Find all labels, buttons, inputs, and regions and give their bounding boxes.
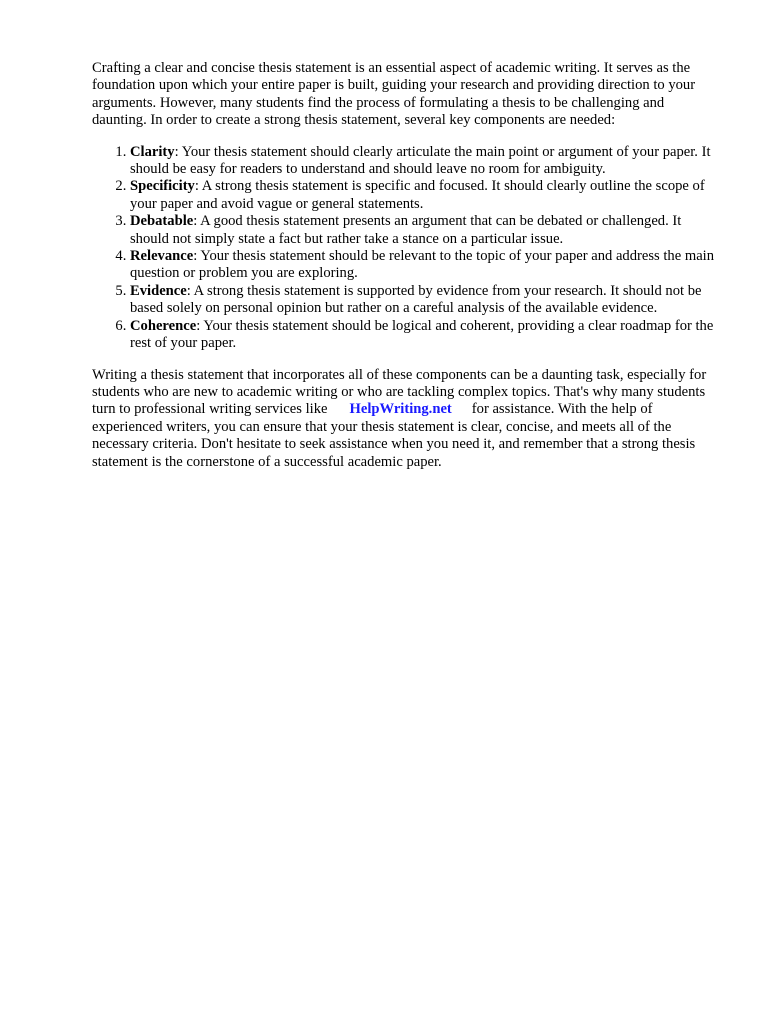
list-item <box>130 213 722 248</box>
list-item <box>130 248 722 283</box>
term-debatable: Debatable <box>130 213 194 230</box>
helpwriting-link[interactable]: HelpWriting.net <box>349 401 452 418</box>
list-item <box>130 178 722 213</box>
term-description: : Your thesis statement should clearly articulate the main point or argument of your paper. It should be easy for readers to understand and should leave no room for ambiguity. <box>130 143 711 178</box>
term-description: : A strong thesis statement is specific and focused. It should clearly outline the scope of your paper and avoid vague or general statements. <box>130 178 705 212</box>
term-coherence: Coherence <box>130 317 197 334</box>
closing-paragraph <box>92 367 722 471</box>
list-item <box>130 318 722 353</box>
term-description: : Your thesis statement should be relevant to the topic of your paper and address the main question or problem you are exploring. <box>130 248 715 282</box>
term-description: : A strong thesis statement is supported by evidence from your research. It should not be based solely on personal opinion but rather on a careful analysis of the available evidence. <box>130 282 702 317</box>
list-item <box>130 283 722 318</box>
document-page <box>92 60 722 471</box>
term-evidence: Evidence <box>130 282 187 299</box>
term-relevance: Relevance <box>130 248 194 265</box>
list-item <box>130 144 722 179</box>
closing-text-start: Writing a thesis statement that incorporates all of these components can be a daunting task, especially for students who are new to academic writing or who are tackling complex topics. That's why many students turn to professional writing services like <box>92 366 707 418</box>
term-description: : Your thesis statement should be logical and coherent, providing a clear roadmap for the rest of your paper. <box>130 317 714 352</box>
intro-paragraph: Crafting a clear and concise thesis statement is an essential aspect of academic writing. It serves as the foundation upon which your entire paper is built, guiding your research and providing direction to your arguments. However, many students find the process of formulating a thesis to be challenging and daunting. In order to create a strong thesis statement, several key components are needed: <box>92 60 696 129</box>
term-description: : A good thesis statement presents an argument that can be debated or challenged. It should not simply state a fact but rather take a stance on a particular issue. <box>130 213 682 247</box>
term-clarity: Clarity <box>130 143 175 160</box>
components-list <box>92 144 722 353</box>
closing-text-end: for assistance. With the help of experienced writers, you can ensure that your thesis statement is clear, concise, and meets all of the necessary criteria. Don't hesitate to seek assistance when you need it, and remember that a strong thesis statement is the cornerstone of a successful academic paper. <box>92 401 696 470</box>
term-specificity: Specificity <box>130 178 195 195</box>
